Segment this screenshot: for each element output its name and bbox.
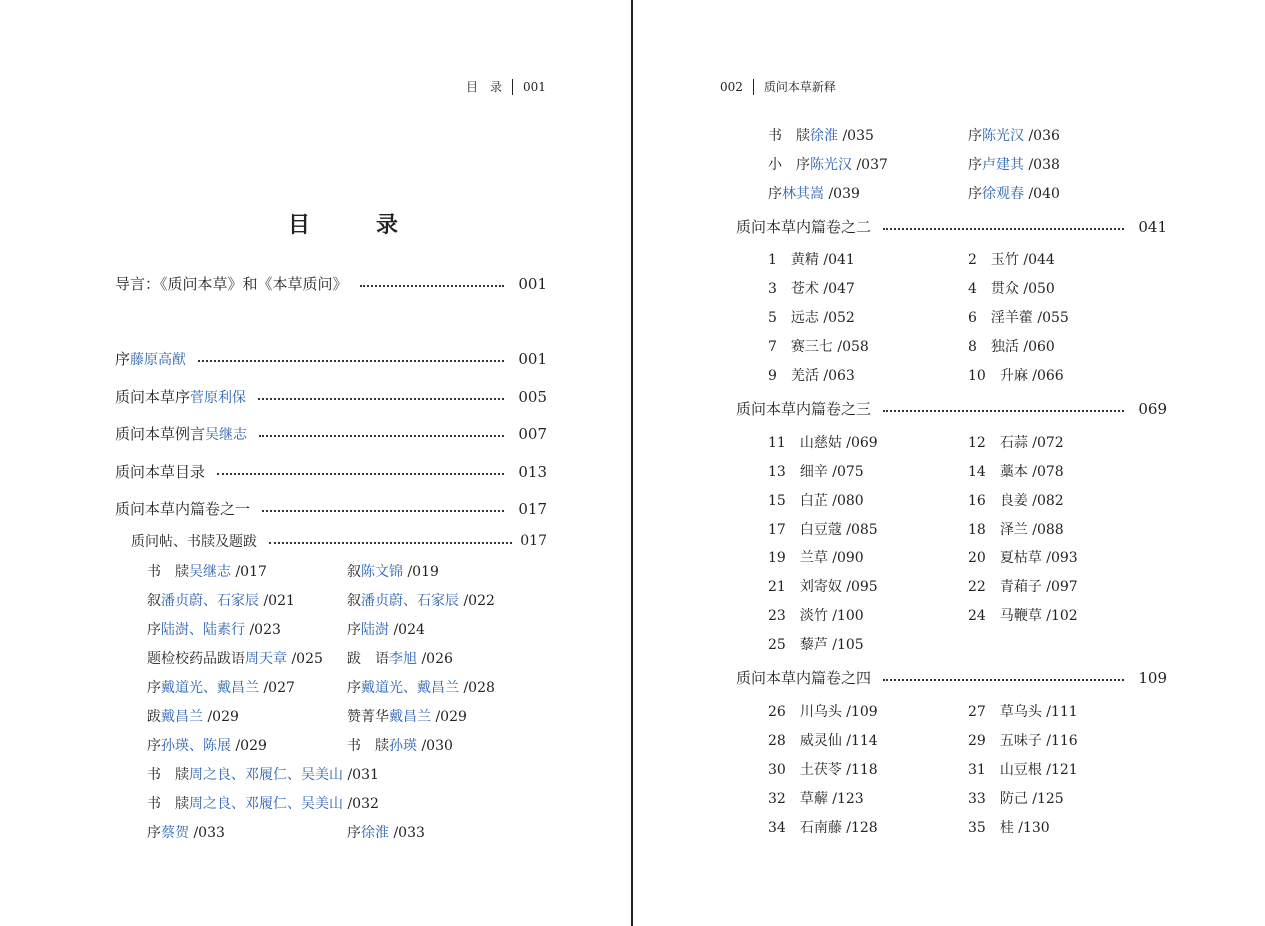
item-page: /031 [347,767,379,783]
herb-item[interactable]: 3 苍术 /047 [768,281,855,297]
item-author: 戴昌兰 [161,709,203,725]
toc-item[interactable] [768,125,874,145]
toc-entry-author: 菅原利保 [190,390,247,406]
toc-entry-page: 005 [518,387,547,406]
right-page-header [720,78,836,95]
toc-item[interactable] [968,154,1060,174]
toc-entry-page: 017 [518,499,547,518]
herb-item[interactable]: 8 独活 /060 [968,339,1055,355]
toc-subsection-label: 质问帖、书牍及题跋 [131,534,257,550]
herb-item[interactable]: 6 淫羊藿 /055 [968,310,1069,326]
item-page: /038 [1028,157,1060,173]
item-label: 叙 [347,593,361,609]
toc-entry[interactable] [736,667,1167,688]
herb-item[interactable]: 17 白豆蔻 /085 [768,522,878,538]
herb-item[interactable]: 16 良姜 /082 [968,493,1064,509]
toc-item[interactable] [347,677,495,697]
item-label: 叙 [347,564,361,580]
toc-item[interactable] [347,619,425,639]
herb-item[interactable]: 31 山豆根 /121 [968,762,1078,778]
item-page: /029 [435,709,467,725]
herb-item[interactable]: 2 玉竹 /044 [968,252,1055,268]
item-author: 孙瑛 [389,738,417,754]
item-author: 戴道光、戴昌兰 [161,680,259,696]
toc-entry-label: 质问本草内篇卷之一 [115,500,251,518]
item-label: 书 牍 [768,128,810,144]
item-page: /037 [856,157,888,173]
leader-dots [883,410,1124,412]
item-page: /017 [235,564,267,580]
toc-item[interactable] [147,735,267,755]
item-author: 蔡贺 [161,825,189,841]
item-author: 周之良、邓履仁、吴美山 [189,767,343,783]
toc-entry-page: 013 [518,462,547,481]
toc-entry-page: 007 [518,424,547,443]
herb-item[interactable]: 10 升麻 /066 [968,368,1064,384]
toc-entry-label: 质问本草内篇卷之三 [736,400,872,418]
toc-item[interactable] [147,822,225,842]
item-author: 徐观春 [982,186,1024,202]
toc-entry-page: 001 [518,274,547,293]
toc-entry[interactable] [115,386,547,407]
item-author: 林其嵩 [782,186,824,202]
item-page: /027 [263,680,295,696]
item-label: 跋 [147,709,161,725]
item-page: /026 [421,651,453,667]
right-page [633,0,1265,926]
toc-entry[interactable] [115,273,547,294]
toc-entry[interactable] [736,398,1167,419]
item-author: 周之良、邓履仁、吴美山 [189,796,343,812]
item-label: 书 牍 [347,738,389,754]
herb-item[interactable]: 32 草薢 /123 [768,791,864,807]
toc-subsection[interactable] [131,531,547,551]
item-label: 赞菁华 [347,709,389,725]
item-label: 序 [968,186,982,202]
leader-dots [262,510,504,512]
item-label: 序 [147,738,161,754]
header-label: 目 录 [466,80,503,94]
item-label: 书 牍 [147,564,189,580]
item-author: 陈文锦 [361,564,403,580]
toc-item[interactable] [347,561,439,581]
herb-item[interactable]: 23 淡竹 /100 [768,608,864,624]
item-page: /019 [407,564,439,580]
toc-entry[interactable] [736,216,1167,237]
item-label: 书 牍 [147,767,189,783]
toc-entry-label: 质问本草例言 [115,425,206,443]
toc-item[interactable] [147,648,323,668]
leader-dots [883,228,1124,230]
leader-dots [258,398,504,400]
toc-entry-label: 导言：《质问本草》和《本草质问》 [115,275,348,293]
header-page-number: 002 [720,79,743,94]
toc-entry-page: 041 [1138,217,1167,236]
item-page: /029 [235,738,267,754]
herb-item[interactable]: 28 威灵仙 /114 [768,733,878,749]
herb-item[interactable]: 24 马鞭草 /102 [968,608,1078,624]
item-author: 孙瑛、陈展 [161,738,231,754]
item-label: 小 序 [768,157,810,173]
toc-item[interactable] [147,706,239,726]
header-label: 质问本草新释 [763,80,836,94]
leader-dots [269,542,512,544]
herb-item[interactable]: 11 山慈姑 /069 [768,435,878,451]
item-author: 潘贞蔚、石家辰 [161,593,259,609]
item-author: 徐淮 [810,128,838,144]
item-author: 李旭 [389,651,417,667]
toc-entry-label: 质问本草内篇卷之四 [736,669,872,687]
item-label: 序 [347,622,361,638]
herb-item[interactable]: 12 石蒜 /072 [968,435,1064,451]
item-page: /040 [1028,186,1060,202]
item-label: 序 [347,825,361,841]
leader-dots [883,679,1124,681]
leader-dots [360,285,505,287]
herb-item[interactable]: 13 细辛 /075 [768,464,864,480]
header-divider [753,79,754,95]
toc-item[interactable] [347,706,467,726]
item-label: 题检校药品跋语 [147,651,245,667]
herb-item[interactable]: 27 草乌头 /111 [968,704,1078,720]
header-divider [512,79,513,95]
item-author: 徐淮 [361,825,389,841]
item-author: 周天章 [245,651,287,667]
herb-item[interactable]: 19 兰草 /090 [768,550,864,566]
herb-item[interactable]: 18 泽兰 /088 [968,522,1064,538]
toc-entry-author: 吴继志 [205,427,248,443]
toc-entry-page: 069 [1138,399,1167,418]
item-page: /036 [1028,128,1060,144]
herb-item[interactable]: 1 黄精 /041 [768,252,855,268]
toc-item[interactable] [968,183,1060,203]
item-label: 序 [968,157,982,173]
toc-entry-page: 109 [1138,668,1167,687]
herb-item[interactable]: 14 藁本 /078 [968,464,1064,480]
item-label: 序 [968,128,982,144]
item-page: /030 [421,738,453,754]
toc-entry[interactable] [115,348,547,369]
toc-item[interactable] [347,648,453,668]
item-page: /022 [463,593,495,609]
leader-dots [217,473,504,475]
toc-entry-label: 质问本草序 [115,388,191,406]
left-page-header [466,78,546,95]
item-page: /023 [249,622,281,638]
item-author: 陆澍、陆素行 [161,622,245,638]
toc-item[interactable] [147,677,295,697]
item-author: 陈光汉 [982,128,1024,144]
toc-entry-page: 001 [518,349,547,368]
item-author: 卢建其 [982,157,1024,173]
item-author: 戴道光、戴昌兰 [361,680,459,696]
toc-item[interactable] [968,125,1060,145]
item-author: 陆澍 [361,622,389,638]
left-page [0,0,632,926]
leader-dots [259,435,504,437]
herb-item[interactable]: 9 羌活 /063 [768,368,855,384]
herb-item[interactable]: 7 赛三七 /058 [768,339,869,355]
page-title: 目 录 [288,212,421,238]
toc-entry-label: 质问本草目录 [115,463,206,481]
item-page: /029 [207,709,239,725]
herb-item[interactable]: 33 防己 /125 [968,791,1064,807]
item-label: 书 牍 [147,796,189,812]
toc-item[interactable] [147,561,267,581]
item-label: 跋 语 [347,651,389,667]
toc-entry-label: 质问本草内篇卷之二 [736,218,872,236]
herb-item[interactable]: 29 五味子 /116 [968,733,1078,749]
toc-item[interactable] [147,590,295,610]
herb-item[interactable]: 26 川乌头 /109 [768,704,878,720]
toc-entry[interactable] [115,498,547,519]
item-page: /039 [828,186,860,202]
herb-item[interactable]: 35 桂 /130 [968,820,1050,836]
item-label: 序 [347,680,361,696]
item-label: 序 [147,622,161,638]
item-page: /021 [263,593,295,609]
toc-item[interactable] [347,735,453,755]
toc-item[interactable] [768,154,888,174]
herb-item[interactable]: 25 藜芦 /105 [768,637,864,653]
toc-entry-label: 序 [115,350,131,368]
item-page: /028 [463,680,495,696]
item-label: 序 [768,186,782,202]
item-label: 序 [147,825,161,841]
item-author: 潘贞蔚、石家辰 [361,593,459,609]
item-page: /032 [347,796,379,812]
toc-item[interactable] [768,183,860,203]
toc-item[interactable] [147,764,379,784]
item-page: /024 [393,622,425,638]
item-page: /033 [193,825,225,841]
item-label: 序 [147,680,161,696]
herb-item[interactable]: 15 白芷 /080 [768,493,864,509]
toc-item[interactable] [347,590,495,610]
header-page-number: 001 [523,79,546,94]
herb-item[interactable]: 20 夏枯草 /093 [968,550,1078,566]
item-label: 叙 [147,593,161,609]
herb-item[interactable]: 21 刘寄奴 /095 [768,579,878,595]
toc-entry[interactable] [115,461,547,482]
toc-entry-author: 藤原高猷 [130,352,187,368]
herb-item[interactable]: 4 贯众 /050 [968,281,1055,297]
item-page: /033 [393,825,425,841]
toc-entry[interactable] [115,423,547,444]
herb-item[interactable]: 22 青葙子 /097 [968,579,1078,595]
item-author: 陈光汉 [810,157,852,173]
toc-item[interactable] [147,619,281,639]
item-page: /035 [842,128,874,144]
toc-item[interactable] [347,822,425,842]
herb-item[interactable]: 30 土茯苓 /118 [768,762,878,778]
herb-item[interactable]: 5 远志 /052 [768,310,855,326]
toc-subsection-page: 017 [520,533,547,549]
item-author: 吴继志 [189,564,231,580]
leader-dots [198,360,504,362]
herb-item[interactable]: 34 石南藤 /128 [768,820,878,836]
item-author: 戴昌兰 [389,709,431,725]
toc-item[interactable] [147,793,379,813]
item-page: /025 [291,651,323,667]
